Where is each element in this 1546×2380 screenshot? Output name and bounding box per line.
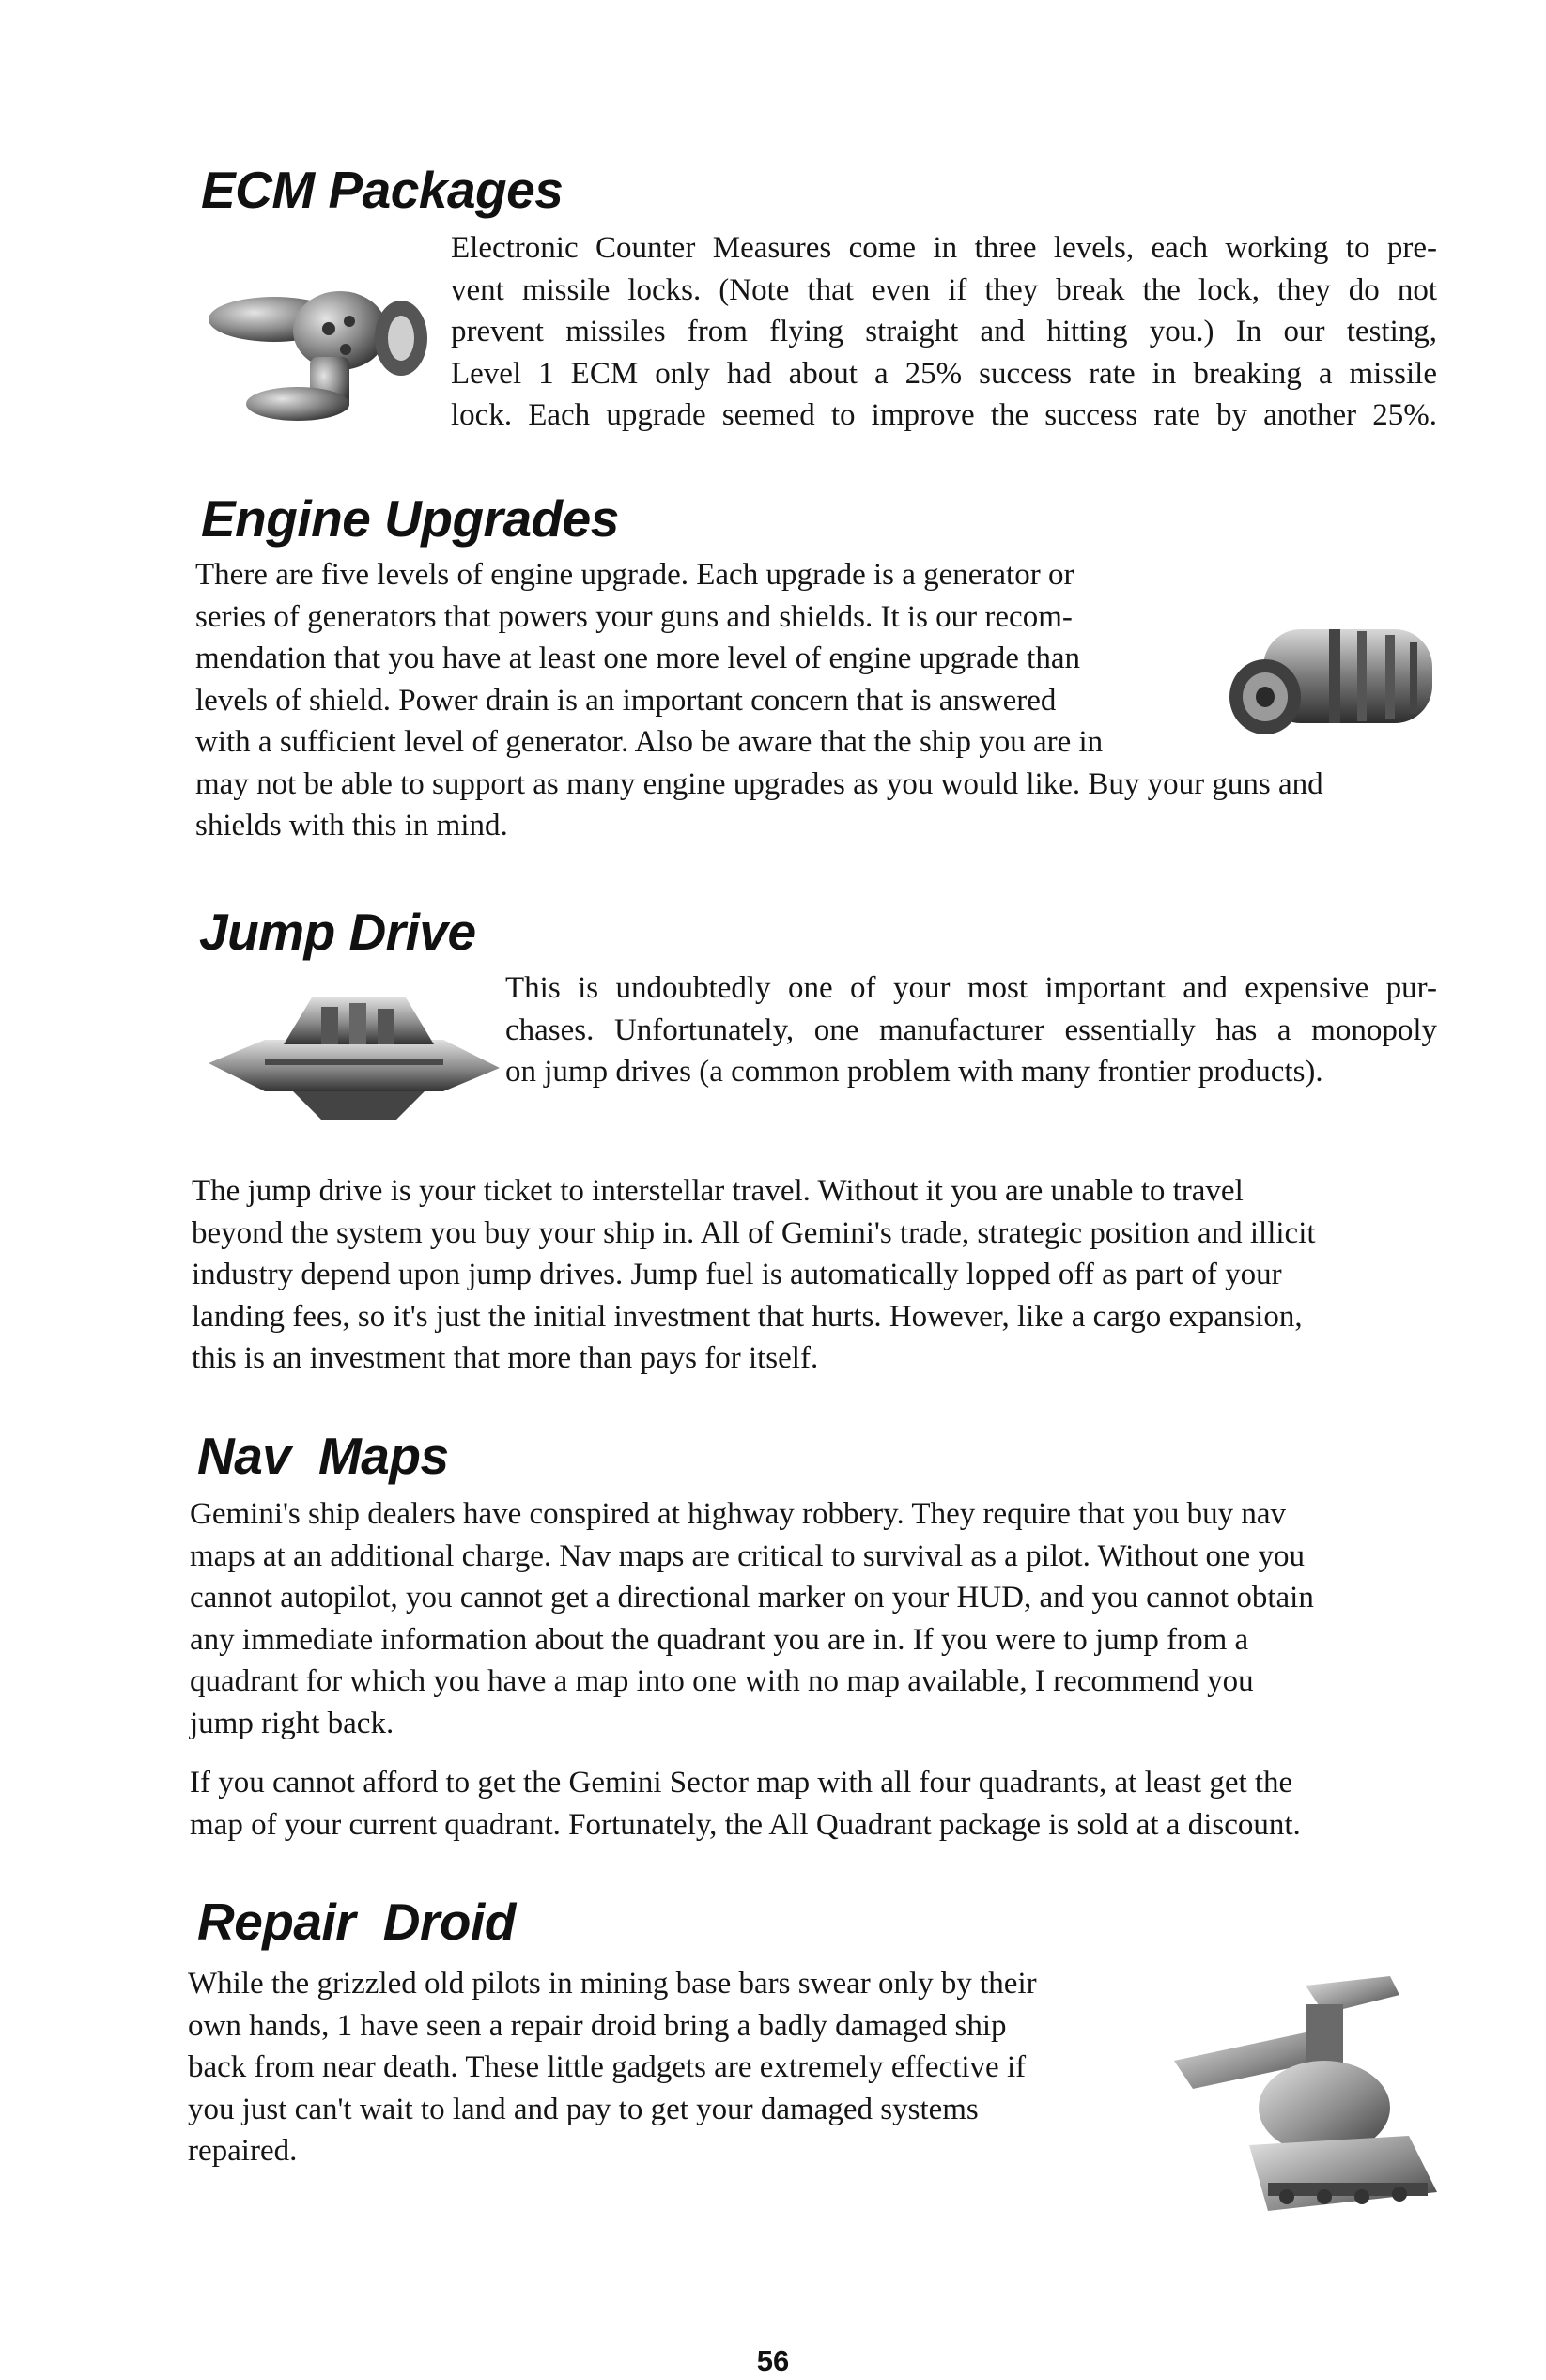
ecm-packages-heading: ECM Packages (201, 161, 564, 219)
jump-drive-intro-text: This is undoubtedly one of your most important and expensive pur- chases. Unfortunately, one manufacturer essentially has a monopoly on jump drives (a common problem with many frontier products). (505, 971, 1437, 1089)
jump-drive-illustration (209, 988, 500, 1129)
engine-upgrades-text: There are five levels of engine upgrade. Each upgrade is a generator or series of generators that powers your guns and shields. It is our recom- mendation that you have at least one more level of engine upgrade than levels of shield. Power drain is an important concern that is answered with a sufficient level of generator. Also be aware that the ship you are in may not be able to support as many engine upgrades as you would like. Buy your guns and shields with this in mind. (195, 558, 1323, 842)
jump-drive-heading: Jump Drive (199, 903, 476, 961)
ecm-device-illustration (209, 263, 443, 432)
engine-upgrades-heading: Engine Upgrades (201, 489, 619, 548)
nav-maps-text: Gemini's ship dealers have conspired at highway robbery. They require that you buy nav maps at an additional charge. Nav maps are critical to survival as a pilot. Without one you cannot autopilot, you cannot get a directional marker on your HUD, and you cannot obtain any immediate information about the quadrant you are in. If you were to jump from a quadrant for which you have a map into one with no map available, I recommend you jump right back. (190, 1497, 1314, 1740)
nav-maps-text-2: If you cannot afford to get the Gemini Sector map with all four quadrants, at least get the map of your current quadrant. Fortunately, the All Quadrant package is sold at a discount. (190, 1766, 1301, 1842)
repair-droid-text: While the grizzled old pilots in mining base bars swear only by their own hands, 1 have seen a repair droid bring a badly damaged ship back from near death. These little gadgets are extremely effective if you just can't wait to land and pay to get your damaged systems repaired. (188, 1967, 1037, 2168)
nav-maps-heading: Nav Maps (197, 1427, 449, 1485)
jump-drive-body-text: The jump drive is your ticket to interstellar travel. Without it you are unable to travel beyond the system you buy your ship in. All of Gemini's trade, strategic position and illicit industry depend upon jump drives. Jump fuel is automatically lopped off as part of your landing fees, so it's just the initial investment that hurts. However, like a cargo expansion, this is an investment that more than pays for itself. (192, 1174, 1316, 1375)
page-number: 56 (756, 2344, 790, 2377)
ecm-packages-text: Electronic Counter Measures come in three levels, each working to pre- vent missile locks. (Note that even if they break the lock, they do not prevent missiles from flying straight and hitting you.) In our testing, Level 1 ECM only had about a 25% success rate in breaking a missile lock. Each upgrade seemed to improve the success rate by another 25%. (451, 231, 1437, 432)
repair-droid-illustration (1165, 1976, 1446, 2220)
repair-droid-heading: Repair Droid (197, 1893, 516, 1951)
